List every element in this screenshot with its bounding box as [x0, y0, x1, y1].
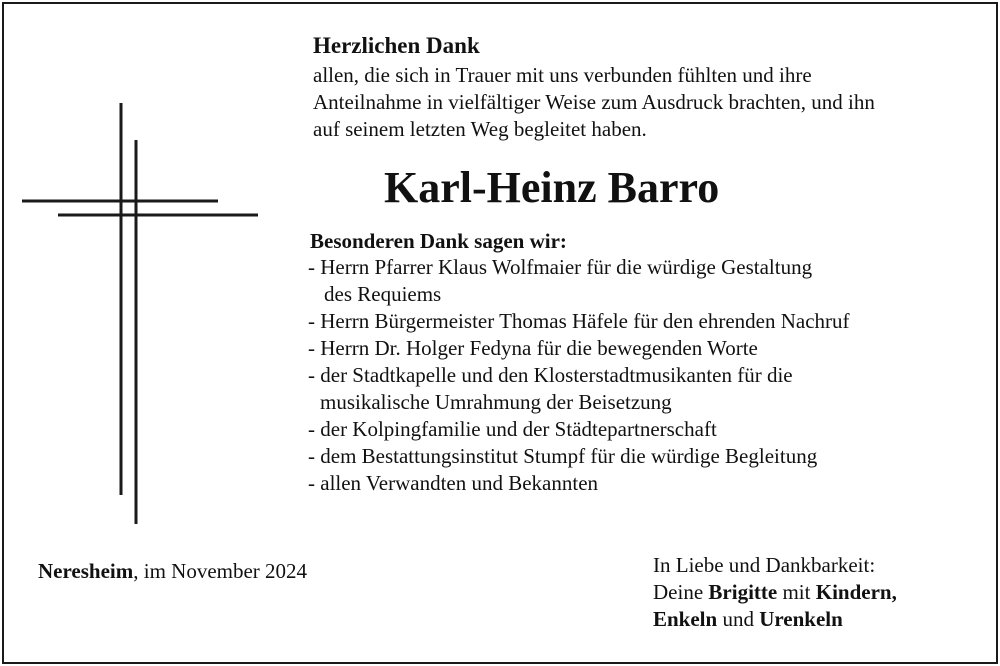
intro-line: auf seinem letzten Weg begleitet haben. — [313, 117, 647, 141]
signature-line: In Liebe und Dankbarkeit: — [653, 553, 876, 577]
thanks-line: - Herrn Dr. Holger Fedyna für die bewegenden Worte — [308, 336, 758, 360]
thanks-list — [308, 254, 850, 497]
date: , im November 2024 — [133, 559, 308, 583]
thanks-line: musikalische Umrahmung der Beisetzung — [320, 390, 672, 414]
deceased-name: Karl-Heinz Barro — [384, 163, 720, 212]
signature-line — [653, 579, 897, 606]
thanks-line: - dem Bestattungsinstitut Stumpf für die würdige Begleitung — [308, 444, 818, 468]
signature-name: Brigitte — [708, 580, 778, 604]
thanks-line: - der Kolpingfamilie und der Städtepartnerschaft — [308, 417, 717, 441]
intro-line: Anteilnahme in vielfältiger Weise zum Ausdruck brachten, und ihn — [313, 90, 875, 114]
place: Neresheim — [38, 559, 134, 583]
signature-block — [653, 552, 897, 633]
thanks-line: - Herrn Pfarrer Klaus Wolfmaier für die würdige Gestaltung — [308, 255, 813, 279]
signature-name: Urenkeln — [759, 607, 843, 631]
signature-name: Kindern, — [815, 580, 897, 604]
signature-text: Deine — [653, 580, 709, 604]
thanks-line: - Herrn Bürgermeister Thomas Häfele für den ehrenden Nachruf — [308, 309, 850, 333]
notice-heading: Herzlichen Dank — [313, 33, 480, 58]
signature-name: Enkeln — [653, 607, 718, 631]
signature-text: und — [717, 607, 760, 631]
thanks-line: - allen Verwandten und Bekannten — [308, 471, 599, 495]
thanks-heading: Besonderen Dank sagen wir: — [310, 229, 567, 253]
thanks-line: des Requiems — [324, 282, 442, 306]
intro-line: allen, die sich in Trauer mit uns verbunden fühlten und ihre — [313, 63, 812, 87]
place-date — [38, 558, 307, 585]
signature-text: mit — [777, 580, 816, 604]
intro-text — [313, 62, 973, 143]
signature-line — [653, 606, 897, 633]
thanks-line: - der Stadtkapelle und den Klosterstadtmusikanten für die — [308, 363, 793, 387]
